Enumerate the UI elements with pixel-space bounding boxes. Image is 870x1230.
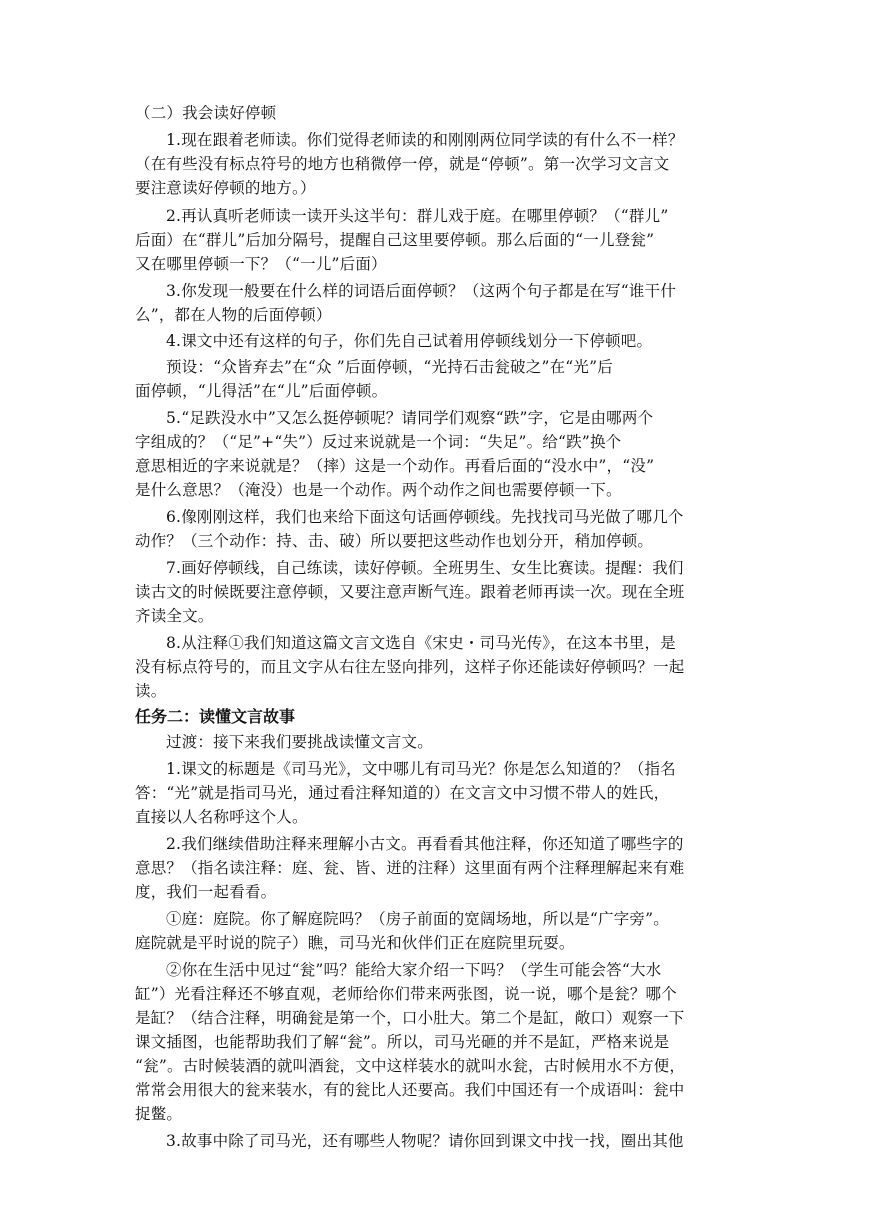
text-line: 后面）在“群儿”后加分隔号，提醒自己这里要停顿。那么后面的“一儿登瓮” [135, 231, 655, 249]
text-line: ②你在生活中见过“瓮”吗？能给大家介绍一下吗？（学生可能会答“大水 [166, 961, 662, 979]
text-line: 读古文的时候既要注意停顿，又要注意声断气连。跟着老师再读一次。现在全班 [135, 583, 685, 601]
text-line: 6.像刚刚这样，我们也来给下面这句话画停顿线。先找找司马光做了哪几个 [166, 508, 684, 526]
text-line: 又在哪里停顿一下？（“一儿”后面） [135, 255, 387, 273]
text-line: 答：“光”就是指司马光，通过看注释知道的）在文言文中习惯不带人的姓氏， [135, 784, 670, 802]
text-line: 7.画好停顿线，自己练读，读好停顿。全班男生、女生比赛读。提醒：我们 [166, 559, 684, 577]
text-line: 捉鳖。 [135, 1105, 183, 1123]
text-line: 面停顿，“儿得活”在“儿”后面停顿。 [135, 382, 388, 400]
text-line: 课文插图，也能帮助我们了解“瓮”。所以，司马光砸的并不是缸，严格来说是 [135, 1033, 670, 1051]
text-line: 意思？（指名读注释：庭、瓮、皆、迸的注释）这里面有两个注释理解起来有难 [135, 859, 685, 877]
text-line: 过渡：接下来我们要挑战读懂文言文。 [166, 733, 433, 751]
text-line: 缸”）光看注释还不够直观，老师给你们带来两张图，说一说，哪个是瓮？哪个 [135, 985, 677, 1003]
text-line: 么”，都在人物的后面停顿） [135, 306, 332, 324]
text-line: 预设：“众皆弃去”在“众 ”后面停顿，“光持石击瓮破之”在“光”后 [166, 358, 613, 376]
text-line: 意思相近的字来说就是？（摔）这是一个动作。再看后面的“没水中”，“没” [135, 457, 655, 475]
task-heading: 任务二：读懂文言故事 [135, 707, 296, 726]
text-line: 4.课文中还有这样的句子，你们先自己试着用停顿线划分一下停顿吧。 [166, 332, 653, 350]
section-heading: （二）我会读好停顿 [135, 104, 277, 122]
text-line: 读。 [135, 682, 167, 700]
text-line: ①庭：庭院。你了解庭院吗？（房子前面的宽阔场地，所以是“广字旁”。 [166, 910, 669, 928]
text-line: 1.课文的标题是《司马光》，文中哪儿有司马光？你是怎么知道的？（指名 [166, 760, 676, 778]
text-line: 2.再认真听老师读一读开头这半句：群儿戏于庭。在哪里停顿？（“群儿” [166, 207, 669, 225]
text-line: 要注意读好停顿的地方。） [135, 179, 316, 197]
text-line: “瓮”。古时候装酒的就叫酒瓮，文中这样装水的就叫水瓮，古时候用水不方便， [135, 1057, 686, 1075]
text-line: 字组成的？（“足”+“失”）反过来说就是一个词：“失足”。给“跌”换个 [135, 433, 622, 451]
text-line: 2.我们继续借助注释来理解小古文。再看看其他注释，你还知道了哪些字的 [166, 835, 684, 853]
text-line: （在有些没有标点符号的地方也稍微停一停，就是“停顿”。第一次学习文言文 [135, 155, 670, 173]
text-line: 是缸？（结合注释，明确瓮是第一个，口小肚大。第二个是缸，敞口）观察一下 [135, 1009, 685, 1027]
text-line: 常常会用很大的瓮来装水，有的瓮比人还要高。我们中国还有一个成语叫：瓮中 [135, 1081, 685, 1099]
text-line: 没有标点符号的，而且文字从右往左竖向排列，这样子你还能读好停顿吗？一起 [135, 658, 685, 676]
text-line: 3.故事中除了司马光，还有哪些人物呢？请你回到课文中找一找，圈出其他 [166, 1132, 684, 1150]
text-line: 是什么意思？（淹没）也是一个动作。两个动作之间也需要停顿一下。 [135, 481, 622, 499]
text-line: 动作？（三个动作：持、击、破）所以要把这些动作也划分开，稍加停顿。 [135, 532, 654, 550]
text-line: 度，我们一起看看。 [135, 883, 277, 901]
text-line: 5.“足跌没水中”又怎么挺停顿呢？请同学们观察“跌”字，它是由哪两个 [166, 409, 654, 427]
text-line: 1.现在跟着老师读。你们觉得老师读的和刚刚两位同学读的有什么不一样？ [166, 131, 684, 149]
text-line: 直接以人名称呼这个人。 [135, 808, 308, 826]
text-line: 庭院就是平时说的院子）瞧，司马光和伙伴们正在庭院里玩耍。 [135, 934, 575, 952]
text-line: 8.从注释①我们知道这篇文言文选自《宋史・司马光传》，在这本书里，是 [166, 634, 676, 652]
text-line: 3.你发现一般要在什么样的词语后面停顿？（这两个句子都是在写“谁干什 [166, 282, 677, 300]
text-line: 齐读全文。 [135, 607, 214, 625]
